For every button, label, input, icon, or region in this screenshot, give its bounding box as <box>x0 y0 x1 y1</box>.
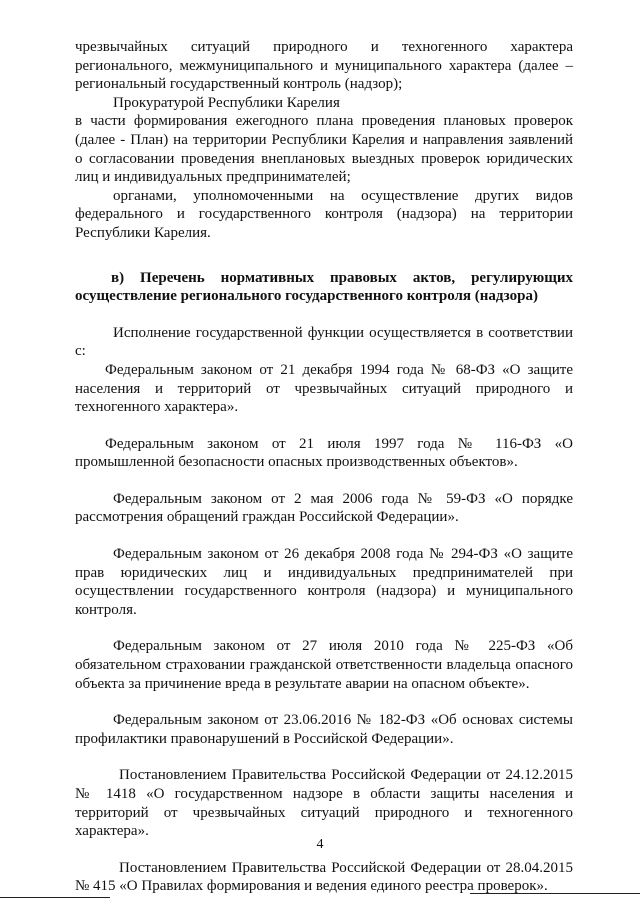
law-item-116fz: Федеральным законом от 21 июля 1997 года № 116-ФЗ «О промышленной безопасности опасных производственных объектов». <box>75 435 573 471</box>
paragraph-intro-continuation: чрезвычайных ситуаций природного и техногенного характера регионального, межмуниципального и муниципального характера (далее – региональный государственный контроль (надзор); <box>75 39 573 93</box>
law-item-68fz: Федеральным законом от 21 декабря 1994 года № 68-ФЗ «О защите населения и территорий от чрезвычайных ситуаций природного и техногенного характера». <box>75 361 573 416</box>
paragraph-execution: Исполнение государственной функции осуществляется в соответствии с: <box>75 324 573 360</box>
document-body <box>75 38 573 896</box>
page-number: 4 <box>316 837 324 852</box>
scan-artifact-line <box>0 897 110 898</box>
decree-item-415: Постановлением Правительства Российской Федерации от 28.04.2015 № 415 «О Правилах формирования и ведения единого реестра проверок». <box>75 859 573 895</box>
law-item-59fz: Федеральным законом от 2 мая 2006 года № 59-ФЗ «О порядке рассмотрения обращений граждан Российской Федерации». <box>75 490 573 526</box>
section-heading: в) Перечень нормативных правовых актов, регулирующих осуществление регионального государственного контроля (надзора) <box>75 269 573 305</box>
paragraph-plan-formation: в части формирования ежегодного плана проведения плановых проверок (далее - План) на территории Республики Карелия и направления заявлений о согласовании проведения внеплановых выездных проверок юридических лиц и индивидуальных предпринимателей; <box>75 113 573 186</box>
paragraph-other-bodies: органами, уполномоченными на осуществление других видов федерального и государственного контроля (надзора) на территории Республики Карелия. <box>75 187 573 241</box>
law-item-182fz: Федеральным законом от 23.06.2016 № 182-ФЗ «Об основах системы профилактики правонарушений в Российской Федерации». <box>75 712 573 747</box>
scan-artifact-line <box>470 893 640 894</box>
law-item-225fz: Федеральным законом от 27 июля 2010 года № 225-ФЗ «Об обязательном страховании гражданской ответственности владельца опасного объекта за причинение вреда в результате аварии на опасном объекте». <box>75 638 573 692</box>
paragraph-prosecutor: Прокуратурой Республики Карелия <box>113 94 340 111</box>
law-item-294fz: Федеральным законом от 26 декабря 2008 года № 294-ФЗ «О защите прав юридических лиц и индивидуальных предпринимателей при осуществлении государственного контроля (надзора) и муниципального контроля. <box>75 546 573 618</box>
decree-item-1418: Постановлением Правительства Российской Федерации от 24.12.2015 № 1418 «О государственном надзоре в области защиты населения и территорий от чрезвычайных ситуаций природного и техногенного характера». <box>75 767 573 840</box>
